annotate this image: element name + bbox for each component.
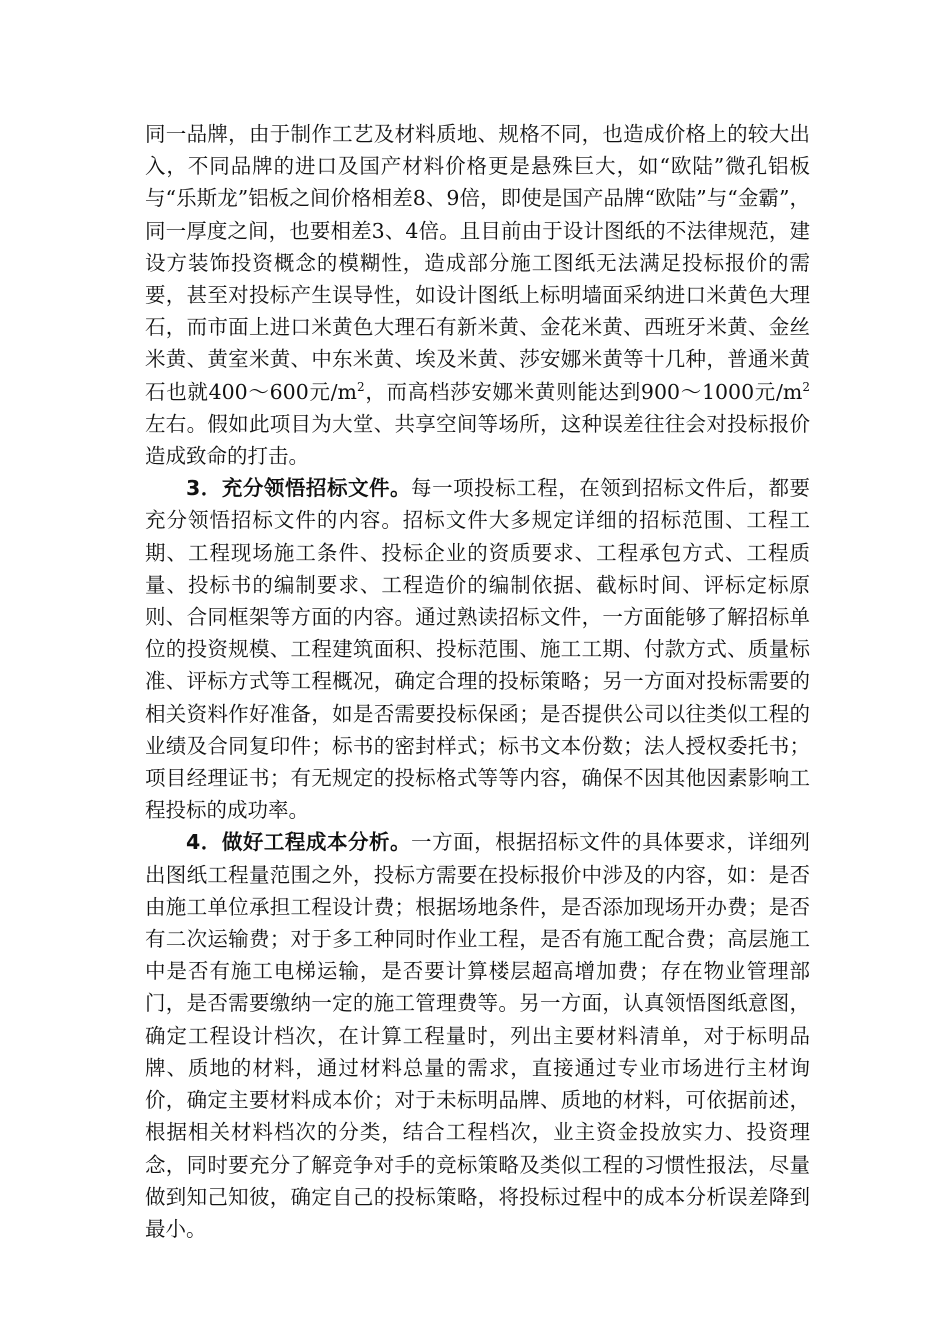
- paragraph-cost-analysis: [145, 826, 810, 1245]
- superscript: 2: [802, 379, 810, 394]
- paragraph-heading: 3．充分领悟招标文件。: [186, 476, 412, 501]
- paragraph-heading: 4．做好工程成本分析。: [186, 830, 412, 855]
- paragraph-price-variance: [145, 118, 810, 472]
- paragraph-text: 每一项投标工程，在领到招标文件后，都要充分领悟招标文件的内容。招标文件大多规定详细的招标范围、工程工期、工程现场施工条件、投标企业的资质要求、工程承包方式、工程质量、投标书的编制要求、工程造价的编制依据、截标时间、评标定标原则、合同框架等方面的内容。通过熟读招标文件，一方面能够了解招标单位的投资规模、工程建筑面积、投标范围、施工工期、付款方式、质量标准、评标方式等工程概况，确定合理的投标策略；另一方面对投标需要的相关资料作好准备，如是否需要投标保函；是否提供公司以往类似工程的业绩及合同复印件；标书的密封样式；标书文本份数；法人授权委托书；项目经理证书；有无规定的投标格式等等内容，确保不因其他因素影响工程投标的成功率。: [145, 476, 811, 823]
- document-body: [145, 118, 810, 1245]
- paragraph-text: 同一品牌，由于制作工艺及材料质地、规格不同，也造成价格上的较大出入，不同品牌的进口及国产材料价格更是悬殊巨大，如“欧陆”微孔铝板与“乐斯龙”铝板之间价格相差8、9倍，即使是国产品牌“欧陆”与“金霸”，同一厚度之间，也要相差3、4倍。且目前由于设计图纸的不法律规范，建设方装饰投资概念的模糊性，造成部分施工图纸无法满足投标报价的需要，甚至对投标产生误导性，如设计图纸上标明墙面采纳进口米黄色大理石，而市面上进口米黄色大理石有新米黄、金花米黄、西班牙米黄、金丝米黄、黄室米黄、中东米黄、埃及米黄、莎安娜米黄等十几种，普通米黄石也就400～600元/m: [145, 122, 810, 404]
- paragraph-text: ，而高档莎安娜米黄则能达到900～1000元/m: [364, 379, 803, 404]
- paragraph-tender-documents: [145, 472, 810, 826]
- superscript: 2: [357, 379, 365, 394]
- paragraph-text: 左右。假如此项目为大堂、共享空间等场所，这种误差往往会对投标报价造成致命的打击。: [145, 411, 810, 469]
- paragraph-text: 一方面，根据招标文件的具体要求，详细列出图纸工程量范围之外，投标方需要在投标报价中涉及的内容，如：是否由施工单位承担工程设计费；根据场地条件，是否添加现场开办费；是否有二次运输费；对于多工种同时作业工程，是否有施工配合费；高层施工中是否有施工电梯运输，是否要计算楼层超高增加费；存在物业管理部门，是否需要缴纳一定的施工管理费等。另一方面，认真领悟图纸意图，确定工程设计档次，在计算工程量时，列出主要材料清单，对于标明品牌、质地的材料，通过材料总量的需求，直接通过专业市场进行主材询价，确定主要材料成本价；对于未标明品牌、质地的材料，可依据前述，根据相关材料档次的分类，结合工程档次，业主资金投放实力、投资理念，同时要充分了解竞争对手的竞标策略及类似工程的习惯性报法，尽量做到知己知彼，确定自己的投标策略，将投标过程中的成本分析误差降到最小。: [145, 830, 811, 1241]
